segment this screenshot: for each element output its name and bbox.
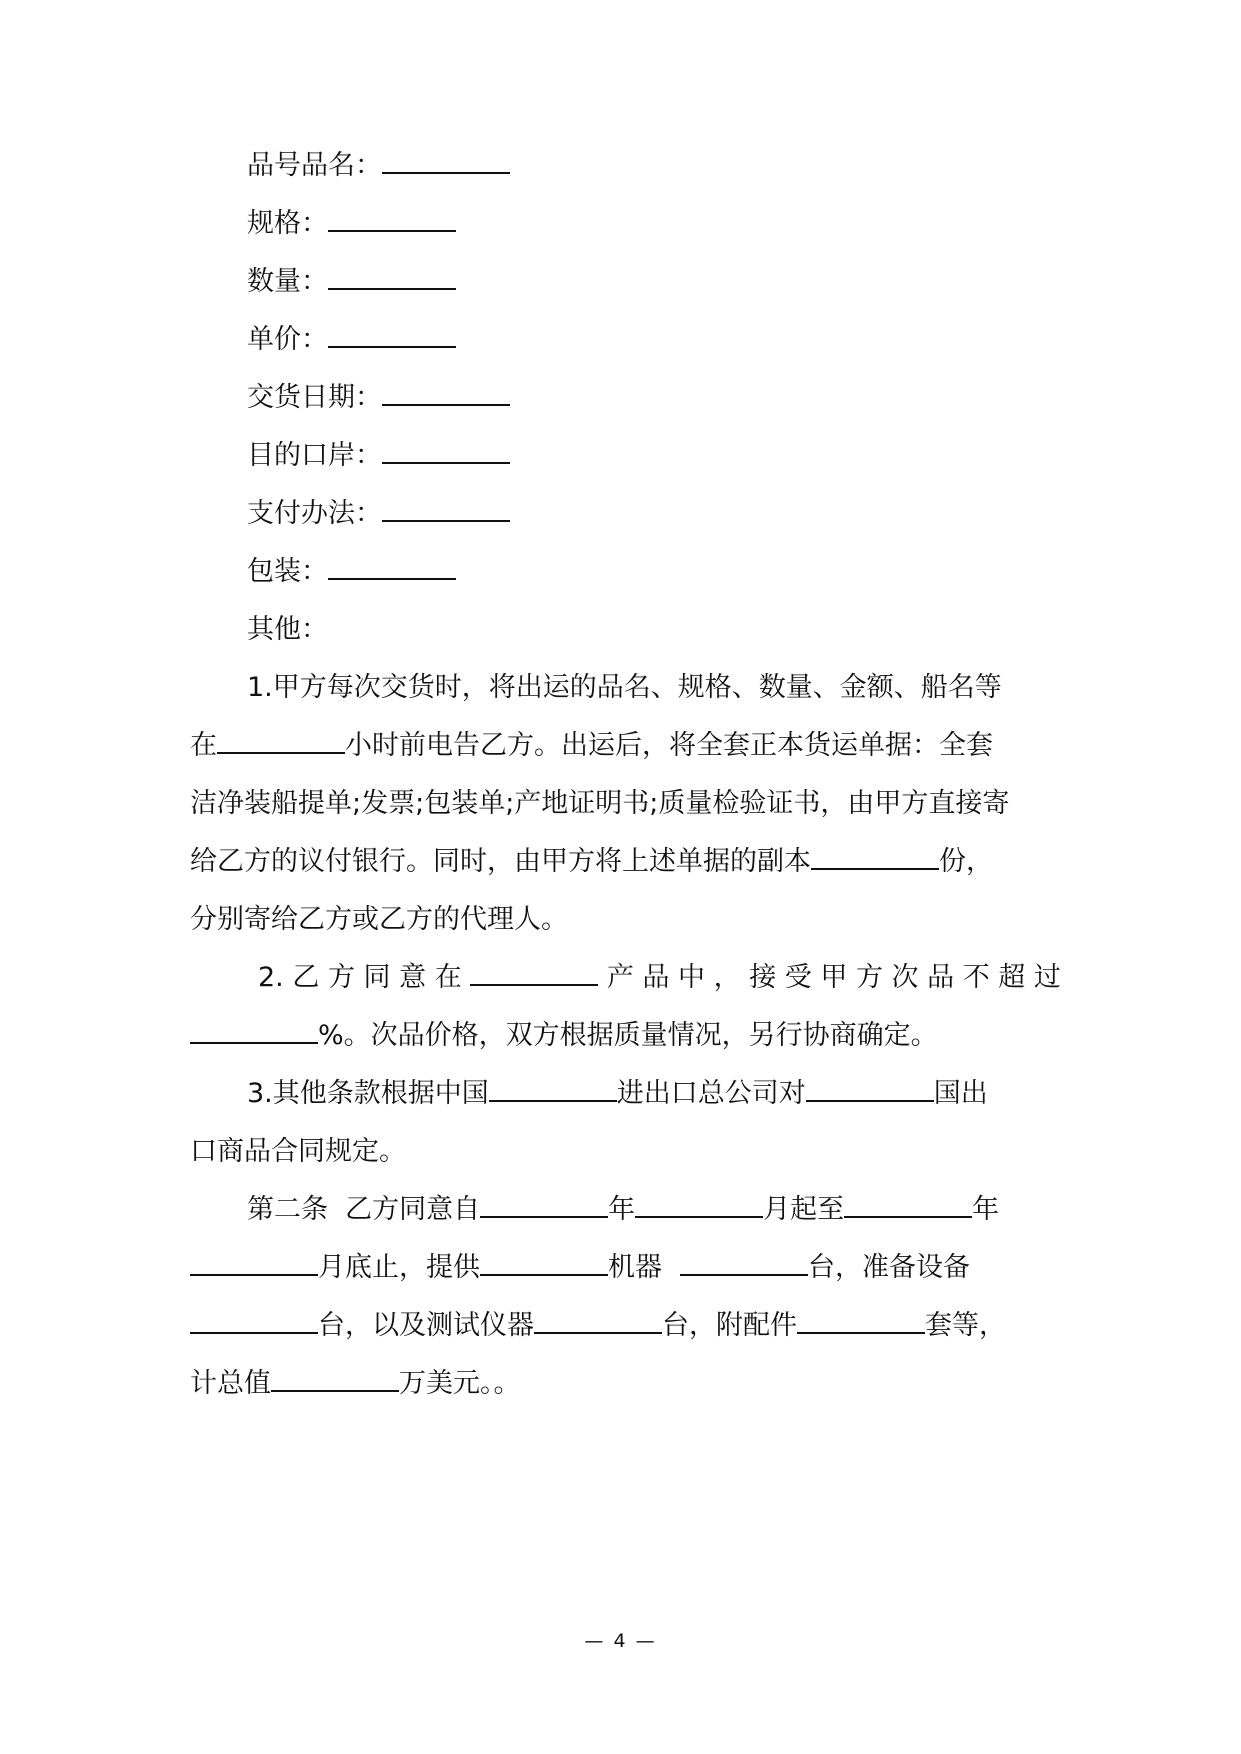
field-delivery-date [247,378,510,418]
clause3-text: 国出 [933,1078,988,1109]
field-destination-port [247,436,510,476]
blank-line [811,842,939,870]
clause1-text: 在 [190,730,217,761]
article2-text: 台，准备设备 [808,1252,970,1283]
clause1-line2 [190,726,993,766]
article2-text: 月底止，提供 [318,1252,480,1283]
article2-text: 台，以及测试仪器 [318,1310,534,1341]
blank-line [190,1248,318,1276]
article2-text: 计总值 [190,1368,271,1399]
blank-line [217,726,345,754]
blank-line [470,958,598,986]
blank-line [328,320,456,348]
clause1-line3: 洁净装船提单;发票;包装单;产地证明书;质量检验证书，由甲方直接寄 [190,788,1010,819]
clause3-line1 [247,1074,988,1114]
field-label: 支付办法： [247,498,382,529]
field-specification [247,204,456,244]
blank-line [328,552,456,580]
clause1-text: 份， [939,846,993,877]
clause1-line1: 1.甲方每次交货时，将出运的品名、规格、数量、金额、船名等 [247,672,1002,703]
field-label: 单价： [247,324,328,355]
article2-line3 [190,1306,1006,1346]
blank-line [382,146,510,174]
blank-line [534,1306,662,1334]
blank-line [480,1190,608,1218]
field-label: 交货日期： [247,382,382,413]
blank-line [382,436,510,464]
blank-line [480,1248,608,1276]
article2-text: 年 [608,1194,636,1225]
blank-line [271,1364,399,1392]
field-payment-method [247,494,510,534]
blank-line [806,1074,934,1102]
clause1-text: 小时前电告乙方。出运后，将全套正本货运单据：全套 [345,730,993,761]
article2-text: 万美元。。 [399,1368,521,1399]
clause3-text: 3.其他条款根据中国 [247,1078,489,1109]
clause2-number: 2. [258,962,284,993]
blank-line [382,378,510,406]
field-packing [247,552,456,592]
article2-text: 机器 [608,1252,662,1283]
blank-line [844,1190,972,1218]
clause1-line4 [190,842,993,882]
clause3-text: 进出口总公司对 [616,1078,806,1109]
article2-line2 [190,1248,970,1288]
article2-text: 年 [972,1194,1000,1225]
field-unit-price [247,320,456,360]
blank-line [680,1248,808,1276]
field-label: 包装： [247,556,328,587]
other-heading: 其他： [247,614,328,645]
blank-line [190,1306,318,1334]
clause2-line2 [190,1016,938,1056]
clause1-line5: 分别寄给乙方或乙方的代理人。 [190,904,568,935]
clause2-line1 [258,958,1061,998]
article2-text: 第二条 乙方同意自 [247,1194,481,1225]
clause3-line2: 口商品合同规定。 [190,1136,406,1167]
field-product-name [247,146,510,186]
clause1-text: 给乙方的议付银行。同时，由甲方将上述单据的副本 [190,846,811,877]
article2-line4 [190,1364,521,1404]
field-label: 规格： [247,208,328,239]
blank-line [190,1016,318,1044]
field-label: 数量： [247,266,328,297]
blank-line [328,262,456,290]
clause2-text: 产 品 中 ， 接 受 甲 方 次 品 不 超 过 [606,962,1061,993]
clause2-text: %。次品价格，双方根据质量情况，另行协商确定。 [318,1020,938,1051]
article2-line1 [247,1190,999,1230]
article2-text: 台，附配件 [662,1310,797,1341]
blank-line [489,1074,617,1102]
field-label: 目的口岸： [247,440,382,471]
article2-text: 套等， [925,1310,1006,1341]
article2-text: 月起至 [763,1194,845,1225]
clause2-text: 乙 方 同 意 在 [292,962,462,993]
blank-line [635,1190,763,1218]
field-quantity [247,262,456,302]
blank-line [382,494,510,522]
blank-line [328,204,456,232]
field-label: 品号品名： [247,150,382,181]
page-number: — 4 — [584,1630,657,1652]
blank-line [797,1306,925,1334]
